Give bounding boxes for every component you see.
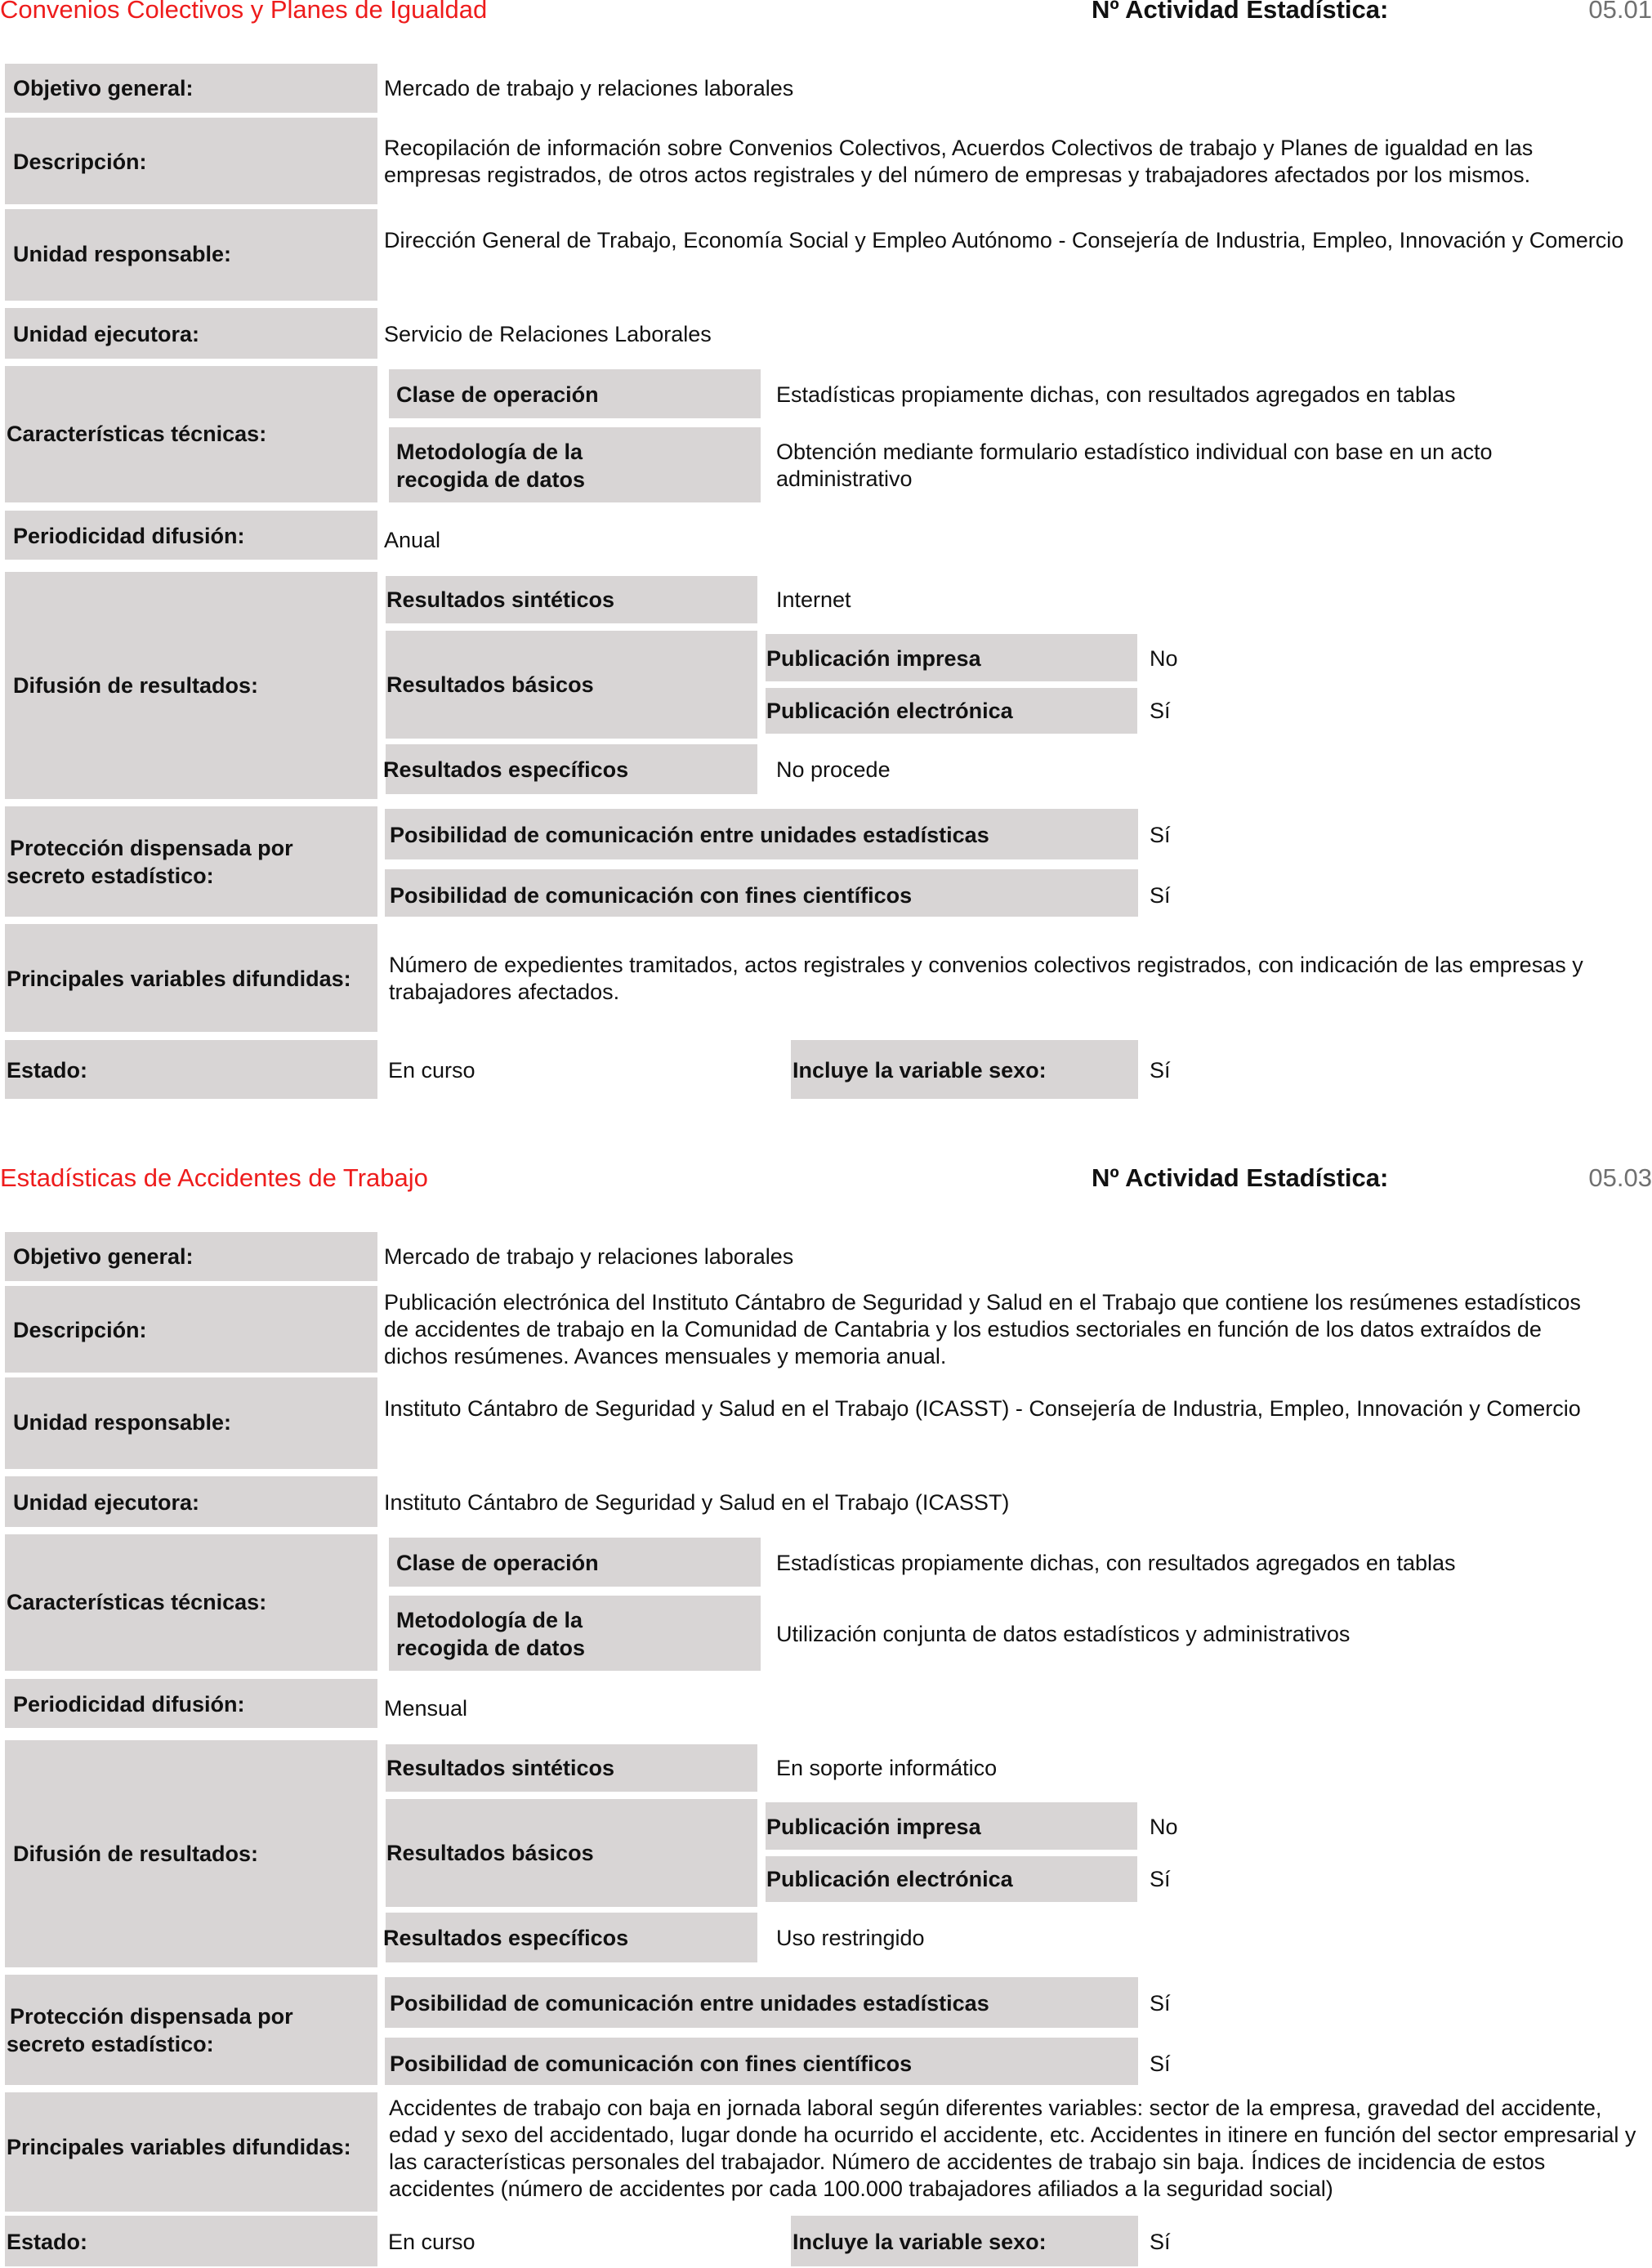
section-header — [0, 1163, 1652, 1201]
res-basicos-label: Resultados básicos — [386, 672, 594, 697]
objetivo-value: Mercado de trabajo y relaciones laborales — [384, 1244, 794, 1269]
section-header — [0, 0, 1652, 33]
metodologia-value: Utilización conjunta de datos estadísticos y administrativos — [776, 1622, 1351, 1646]
unidad-ejecutora-label: Unidad ejecutora: — [13, 322, 200, 346]
com-cientificos-label: Posibilidad de comunicación con fines científicos — [390, 883, 913, 908]
pub-electronica-label: Publicación electrónica — [766, 1867, 1013, 1891]
proteccion-label-1: Protección dispensada por — [10, 836, 293, 860]
com-cientificos-value: Sí — [1150, 883, 1171, 908]
principales-label: Principales variables difundidas: — [7, 2135, 351, 2159]
metodologia-value: Obtención mediante formulario estadístico individual con base en un acto administrativo — [776, 440, 1493, 491]
unidad-responsable-label: Unidad responsable: — [13, 1410, 232, 1435]
incluye-sexo-value: Sí — [1150, 2230, 1171, 2254]
metodologia-label-2: recogida de datos — [396, 1636, 586, 1660]
section-convenios — [0, 0, 1652, 1103]
descripcion-label: Descripción: — [13, 150, 147, 174]
section-title: Convenios Colectivos y Planes de Igualdad — [0, 0, 488, 24]
estado-value: En curso — [388, 1058, 476, 1083]
clase-operacion-value: Estadísticas propiamente dichas, con resultados agregados en tablas — [776, 382, 1456, 407]
clase-operacion-value: Estadísticas propiamente dichas, con resultados agregados en tablas — [776, 1551, 1456, 1575]
pub-electronica-value: Sí — [1150, 1867, 1171, 1891]
principales-value: Número de expedientes tramitados, actos registrales y convenios colectivos registrados, con indicación de las empresas y trabajadores afectados. — [389, 953, 1583, 1004]
descripcion-value: Publicación electrónica del Instituto Cántabro de Seguridad y Salud en el Trabajo que contiene los resúmenes estadísticos de accidentes de trabajo en la Comunidad de Cantabria y los estudios sectoriales en función de los datos extraídos de dichos resúmenes. Avances mensuales y memoria anual. — [384, 1290, 1581, 1368]
periodicidad-label: Periodicidad difusión: — [13, 524, 245, 548]
principales-value: Accidentes de trabajo con baja en jornada laboral según diferentes variables: sector de la empresa, gravedad del accidente, edad y sexo del accidentado, lugar donde ha ocurrido el accidente, etc. Accidentes in itinere en función del sector empresarial y las características personales del trabajador. Número de accidentes de trabajo sin baja. Índices de incidencia de estos accidentes (número de accidentes por cada 100.000 trabajadores afiliados a la seguridad social) — [389, 2096, 1636, 2201]
proteccion-label-1: Protección dispensada por — [10, 2004, 293, 2029]
objetivo-label: Objetivo general: — [13, 1244, 194, 1269]
pub-impresa-value: No — [1150, 646, 1178, 671]
unidad-ejecutora-value: Servicio de Relaciones Laborales — [384, 322, 712, 346]
proteccion-label-2: secreto estadístico: — [7, 864, 214, 888]
incluye-sexo-value: Sí — [1150, 1058, 1171, 1083]
periodicidad-value: Anual — [384, 528, 441, 552]
com-unidades-label: Posibilidad de comunicación entre unidades estadísticas — [390, 1991, 989, 2016]
pub-electronica-label: Publicación electrónica — [766, 699, 1013, 723]
res-sinteticos-label: Resultados sintéticos — [386, 1756, 615, 1780]
com-unidades-value: Sí — [1150, 1991, 1171, 2016]
estado-label: Estado: — [7, 1058, 88, 1083]
unidad-responsable-label: Unidad responsable: — [13, 242, 232, 266]
descripcion-label: Descripción: — [13, 1318, 147, 1342]
unidad-ejecutora-label: Unidad ejecutora: — [13, 1490, 200, 1515]
res-basicos-label: Resultados básicos — [386, 1841, 594, 1865]
periodicidad-label: Periodicidad difusión: — [13, 1692, 245, 1717]
principales-label: Principales variables difundidas: — [7, 967, 351, 991]
metodologia-label-1: Metodología de la — [396, 440, 583, 464]
objetivo-label: Objetivo general: — [13, 76, 194, 100]
section-title: Estadísticas de Accidentes de Trabajo — [0, 1163, 428, 1192]
estado-value: En curso — [388, 2230, 476, 2254]
pub-impresa-label: Publicación impresa — [766, 646, 981, 671]
pub-electronica-value: Sí — [1150, 699, 1171, 723]
clase-operacion-label: Clase de operación — [396, 1551, 599, 1575]
caracteristicas-label: Características técnicas: — [7, 1590, 267, 1614]
com-cientificos-label: Posibilidad de comunicación con fines científicos — [390, 2051, 913, 2076]
numero-actividad-label: Nº Actividad Estadística: — [1092, 1163, 1389, 1192]
res-especificos-value: No procede — [776, 757, 891, 782]
descripcion-value: Recopilación de información sobre Convenios Colectivos, Acuerdos Colectivos de trabajo y Planes de igualdad en las empresas registrados, de otros actos registrales y del número de empresas y trabajadores afectados por los mismos. — [384, 136, 1534, 187]
com-unidades-value: Sí — [1150, 823, 1171, 847]
proteccion-label-2: secreto estadístico: — [7, 2032, 214, 2056]
unidad-ejecutora-value: Instituto Cántabro de Seguridad y Salud en el Trabajo (ICASST) — [384, 1490, 1010, 1515]
difusion-label: Difusión de resultados: — [13, 673, 259, 698]
numero-actividad-value: 05.03 — [1588, 1163, 1652, 1192]
estado-label: Estado: — [7, 2230, 88, 2254]
unidad-responsable-value: Dirección General de Trabajo, Economía Social y Empleo Autónomo - Consejería de Industria, Empleo, Innovación y Comercio — [384, 228, 1624, 252]
objetivo-value: Mercado de trabajo y relaciones laborales — [384, 76, 794, 100]
periodicidad-value: Mensual — [384, 1696, 468, 1721]
section-accidentes — [0, 1163, 1652, 2268]
res-sinteticos-value: En soporte informático — [776, 1756, 998, 1780]
difusion-label: Difusión de resultados: — [13, 1842, 259, 1866]
metodologia-label-2: recogida de datos — [396, 467, 586, 492]
unidad-responsable-value: Instituto Cántabro de Seguridad y Salud en el Trabajo (ICASST) - Consejería de Industria, Empleo, Innovación y Comercio — [384, 1396, 1581, 1421]
incluye-sexo-label: Incluye la variable sexo: — [793, 1058, 1047, 1083]
pub-impresa-value: No — [1150, 1815, 1178, 1839]
incluye-sexo-label: Incluye la variable sexo: — [793, 2230, 1047, 2254]
res-especificos-label: Resultados específicos — [383, 1926, 629, 1950]
res-especificos-value: Uso restringido — [776, 1926, 925, 1950]
pub-impresa-label: Publicación impresa — [766, 1815, 981, 1839]
numero-actividad-value: 05.01 — [1588, 0, 1652, 24]
clase-operacion-label: Clase de operación — [396, 382, 599, 407]
com-cientificos-value: Sí — [1150, 2051, 1171, 2076]
com-unidades-label: Posibilidad de comunicación entre unidades estadísticas — [390, 823, 989, 847]
numero-actividad-label: Nº Actividad Estadística: — [1092, 0, 1389, 24]
res-especificos-label: Resultados específicos — [383, 757, 629, 782]
metodologia-label-1: Metodología de la — [396, 1608, 583, 1632]
caracteristicas-label: Características técnicas: — [7, 422, 267, 446]
res-sinteticos-label: Resultados sintéticos — [386, 587, 615, 612]
res-sinteticos-value: Internet — [776, 587, 851, 612]
